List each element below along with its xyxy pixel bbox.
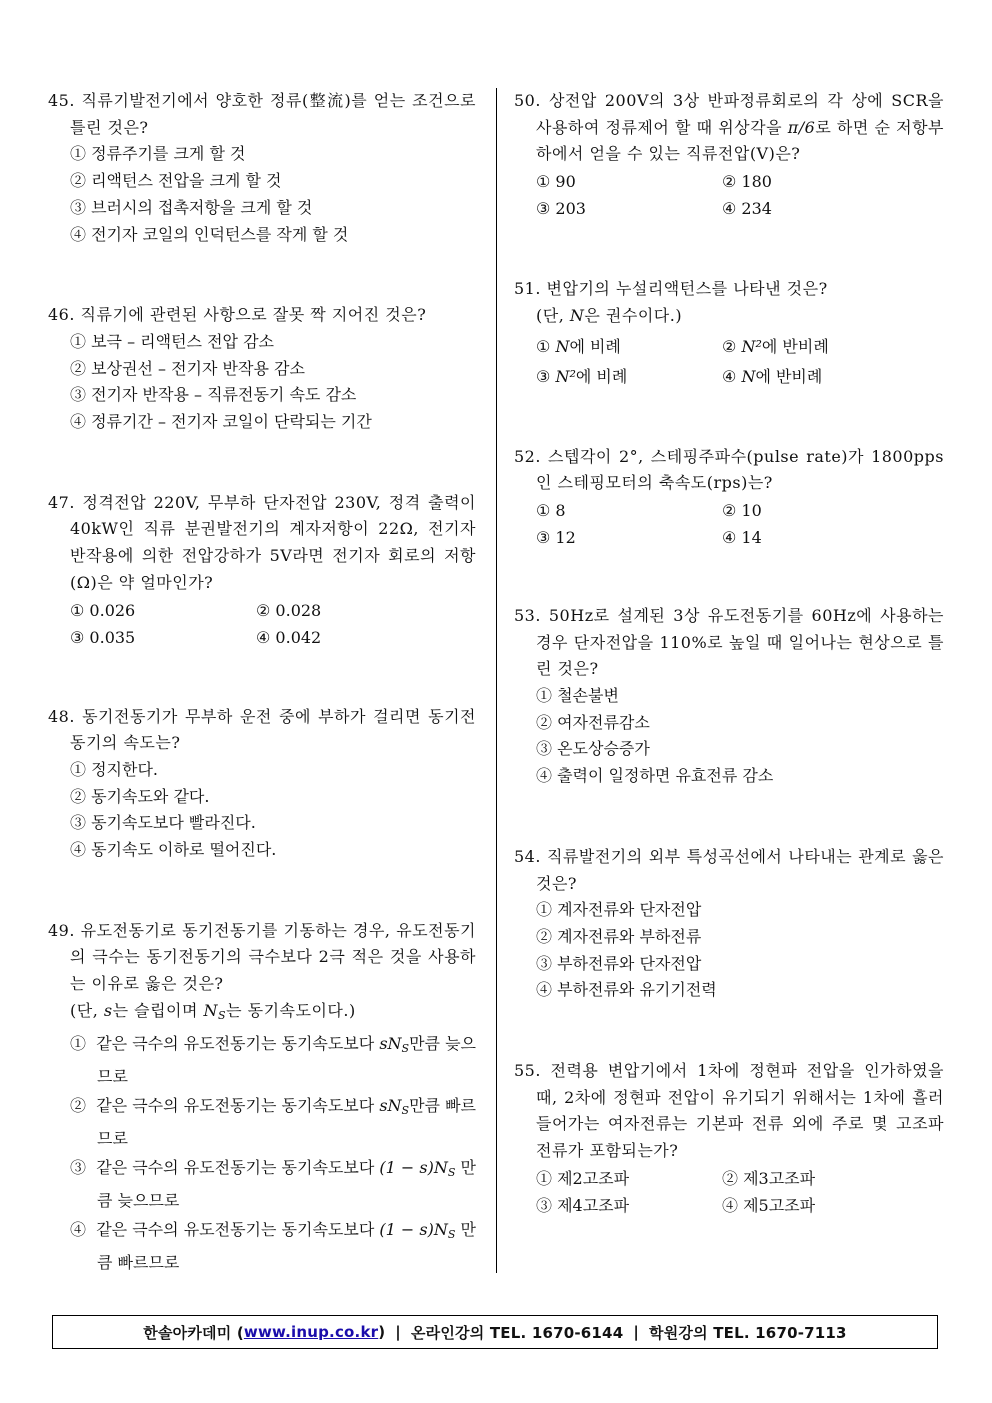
- question-stem: 49. 유도전동기로 동기전동기를 기동하는 경우, 유도전동기의 극수는 동기전동기의 극수보다 2극 적은 것을 사용하는 이유로 옳은 것은?: [48, 920, 476, 994]
- option-4[interactable]: ④ 전기자 코일의 인덕턴스를 작게 할 것: [70, 224, 349, 244]
- phase-angle: π/6: [787, 117, 816, 137]
- column-divider: [496, 88, 497, 1273]
- question-stem: 53. 50Hz로 설계된 3상 유도전동기를 60Hz에 사용하는 경우 단자전압을 110%로 높일 때 일어나는 현상으로 틀린 것은?: [514, 605, 944, 679]
- option-2[interactable]: [48, 1092, 476, 1154]
- question-stem: 48. 동기전동기가 무부하 운전 중에 부하가 걸리면 동기전동기의 속도는?: [48, 706, 476, 753]
- option-4[interactable]: ④ 0.042: [256, 627, 322, 647]
- footer-close-paren: ): [378, 1323, 386, 1341]
- option-mark: ②: [70, 1095, 87, 1115]
- option-3[interactable]: ③ 12: [536, 527, 576, 547]
- slip-symbol: s: [103, 1000, 113, 1020]
- option-2[interactable]: ② 동기속도와 같다.: [70, 786, 210, 806]
- options-grid: [48, 597, 476, 651]
- question-53: [514, 603, 944, 790]
- option-1[interactable]: ① 8: [536, 500, 566, 520]
- question-stem: 47. 정격전압 220V, 무부하 단자전압 230V, 정격 출력이 40kW인 직류 분권발전기의 계자저항이 22Ω, 전기자 반작용에 의한 전압강하가 5V라면 전기자 회로의 저항(Ω)은 약 얼마인가?: [48, 492, 476, 592]
- option-text: 같은 극수의 유도전동기는 동기속도보다: [96, 1219, 380, 1239]
- option-text: 에 비례: [575, 366, 628, 386]
- note-prefix: (단,: [70, 1000, 104, 1020]
- option-mark: ②: [722, 336, 742, 356]
- options-grid: [514, 332, 944, 392]
- right-column: [514, 88, 944, 1219]
- option-expr: sN: [379, 1033, 402, 1053]
- option-1[interactable]: ① 정지한다.: [70, 759, 158, 779]
- question-47: [48, 490, 476, 651]
- option-mark: ④: [70, 1219, 87, 1239]
- question-stem: 46. 직류기에 관련된 사항으로 잘못 짝 지어진 것은?: [48, 305, 427, 325]
- question-stem: 54. 직류발전기의 외부 특성곡선에서 나타내는 관계로 옳은 것은?: [514, 846, 944, 893]
- option-2[interactable]: ② 제3고조파: [722, 1168, 816, 1188]
- option-1[interactable]: ① 0.026: [70, 600, 136, 620]
- option-4[interactable]: ④ 정류기간 – 전기자 코일이 단락되는 기간: [70, 412, 372, 432]
- option-2[interactable]: ② 10: [722, 500, 762, 520]
- option-2[interactable]: [722, 332, 908, 362]
- option-2[interactable]: ② 보상권선 – 전기자 반작용 감소: [70, 358, 305, 378]
- option-4[interactable]: ④ 14: [722, 527, 762, 547]
- option-math: N: [555, 336, 570, 356]
- option-4[interactable]: ④ 동기속도 이하로 떨어진다.: [70, 840, 277, 860]
- sync-speed-symbol: N: [203, 1000, 219, 1020]
- question-45: [48, 88, 476, 248]
- option-4[interactable]: ④ 부하전류와 유기기전력: [536, 980, 717, 1000]
- footer-online-tel: 온라인강의 TEL. 1670-6144: [410, 1323, 624, 1342]
- option-2[interactable]: ② 리액턴스 전압을 크게 할 것: [70, 171, 282, 191]
- option-2[interactable]: ② 0.028: [256, 600, 322, 620]
- turns-symbol: N: [569, 305, 585, 325]
- option-4[interactable]: [722, 362, 908, 392]
- option-expr-sub: S: [401, 1041, 410, 1055]
- question-49: [48, 918, 476, 1278]
- question-55: [514, 1058, 944, 1219]
- option-math: N: [741, 366, 756, 386]
- option-4[interactable]: ④ 출력이 일정하면 유효전류 감소: [536, 766, 774, 786]
- footer-separator: |: [395, 1323, 401, 1341]
- question-stem: 51. 변압기의 누설리액턴스를 나타낸 것은?: [514, 279, 828, 299]
- option-2[interactable]: ② 계자전류와 부하전류: [536, 926, 702, 946]
- option-1[interactable]: ① 90: [536, 172, 576, 192]
- option-1[interactable]: [536, 332, 722, 362]
- question-51: [514, 276, 944, 391]
- option-3[interactable]: ③ 제4고조파: [536, 1195, 630, 1215]
- option-3[interactable]: [48, 1154, 476, 1216]
- option-1[interactable]: ① 정류주기를 크게 할 것: [70, 144, 246, 164]
- option-expr: sN: [379, 1095, 402, 1115]
- option-2[interactable]: ② 180: [722, 172, 772, 192]
- question-stem: 45. 직류기발전기에서 양호한 정류(整流)를 얻는 조건으로 틀린 것은?: [48, 91, 476, 137]
- footer-separator: |: [633, 1323, 640, 1341]
- option-math: N²: [741, 336, 762, 356]
- option-expr: (1 − s)N: [379, 1219, 448, 1239]
- question-stem: [514, 88, 944, 168]
- note-suffix: 은 권수이다.): [584, 305, 683, 325]
- option-math: N²: [555, 366, 576, 386]
- question-48: [48, 704, 476, 864]
- question-52: [514, 444, 944, 551]
- option-mark: ③: [536, 366, 556, 386]
- options-grid: [514, 1165, 944, 1219]
- footer-name: 한솔아카데미 (: [143, 1323, 244, 1342]
- footer-website-link[interactable]: www.inup.co.kr: [243, 1323, 379, 1341]
- option-text: 에 반비례: [761, 336, 829, 356]
- option-expr: (1 − s)N: [379, 1157, 448, 1177]
- option-text: 같은 극수의 유도전동기는 동기속도보다: [96, 1157, 380, 1177]
- option-tail: 만큼 늦으므로: [97, 1033, 476, 1087]
- option-text: 에 반비례: [755, 366, 823, 386]
- stem-prefix: 50. 상전압 200V의 3상 반파정류회로의 각 상에 SCR을 사용하여 정류제어 할 때 위상각을: [514, 91, 944, 137]
- option-4[interactable]: ④ 제5고조파: [722, 1195, 816, 1215]
- option-text: 에 비례: [569, 336, 621, 356]
- option-4[interactable]: [48, 1216, 476, 1278]
- option-expr-sub: S: [447, 1165, 456, 1179]
- question-note: [514, 303, 944, 330]
- question-54: [514, 844, 944, 1004]
- option-4[interactable]: ④ 234: [722, 199, 772, 219]
- option-tail: 만큼 빠르므로: [97, 1219, 476, 1273]
- option-1[interactable]: ① 계자전류와 단자전압: [536, 900, 702, 920]
- question-50: [514, 88, 944, 222]
- option-expr-sub: S: [447, 1227, 456, 1241]
- question-stem: 55. 전력용 변압기에서 1차에 정현파 전압을 인가하였을 때, 2차에 정현파 전압이 유기되기 위해서는 1차에 흘러들어가는 여자전류는 기본파 전류 외에 주로 몇 고조파 전류가 포함되는가?: [514, 1061, 944, 1161]
- option-3[interactable]: ③ 브러시의 접촉저항을 크게 할 것: [70, 197, 313, 217]
- question-stem: 52. 스텝각이 2°, 스테핑주파수(pulse rate)가 1800pps인 스테핑모터의 축속도(rps)는?: [514, 446, 944, 493]
- question-note: [48, 998, 476, 1030]
- left-column: [48, 88, 476, 1278]
- option-1[interactable]: ① 제2고조파: [536, 1168, 630, 1188]
- options-grid: [514, 168, 944, 222]
- option-1[interactable]: ① 철손불변: [536, 686, 619, 706]
- option-tail: 만큼 빠르므로: [97, 1095, 476, 1149]
- option-3[interactable]: ③ 부하전류와 단자전압: [536, 953, 702, 973]
- option-text: 같은 극수의 유도전동기는 동기속도보다: [96, 1033, 380, 1053]
- option-text: 같은 극수의 유도전동기는 동기속도보다: [96, 1095, 380, 1115]
- option-2[interactable]: ② 여자전류감소: [536, 712, 650, 732]
- option-3[interactable]: ③ 203: [536, 199, 586, 219]
- options-grid: [514, 497, 944, 551]
- option-1[interactable]: [48, 1030, 476, 1092]
- option-3[interactable]: ③ 온도상승증가: [536, 739, 650, 759]
- question-46: [48, 302, 476, 436]
- option-3[interactable]: ③ 0.035: [70, 627, 136, 647]
- footer-banner: [52, 1315, 938, 1349]
- option-mark: ③: [70, 1157, 87, 1177]
- option-3[interactable]: ③ 전기자 반작용 – 직류전동기 속도 감소: [70, 385, 357, 405]
- option-mark: ①: [536, 336, 556, 356]
- option-expr-sub: S: [401, 1103, 410, 1117]
- option-mark: ①: [70, 1033, 87, 1053]
- option-tail: 만큼 늦으므로: [97, 1157, 476, 1211]
- option-1[interactable]: ① 보극 – 리액턴스 전압 감소: [70, 331, 274, 351]
- option-3[interactable]: ③ 동기속도보다 빨라진다.: [70, 813, 256, 833]
- note-suffix: 는 동기속도이다.): [226, 1000, 356, 1020]
- note-prefix: (단,: [536, 305, 570, 325]
- option-mark: ④: [722, 366, 742, 386]
- sync-speed-subscript: S: [218, 1008, 227, 1022]
- option-3[interactable]: [536, 362, 722, 392]
- stem-suffix: 로 하면 순 저항부하에서 얻을 수 있는 직류전압(V)은?: [536, 117, 944, 164]
- note-mid: 는 슬립이며: [112, 1000, 204, 1020]
- footer-academy-tel: 학원강의 TEL. 1670-7113: [649, 1323, 847, 1342]
